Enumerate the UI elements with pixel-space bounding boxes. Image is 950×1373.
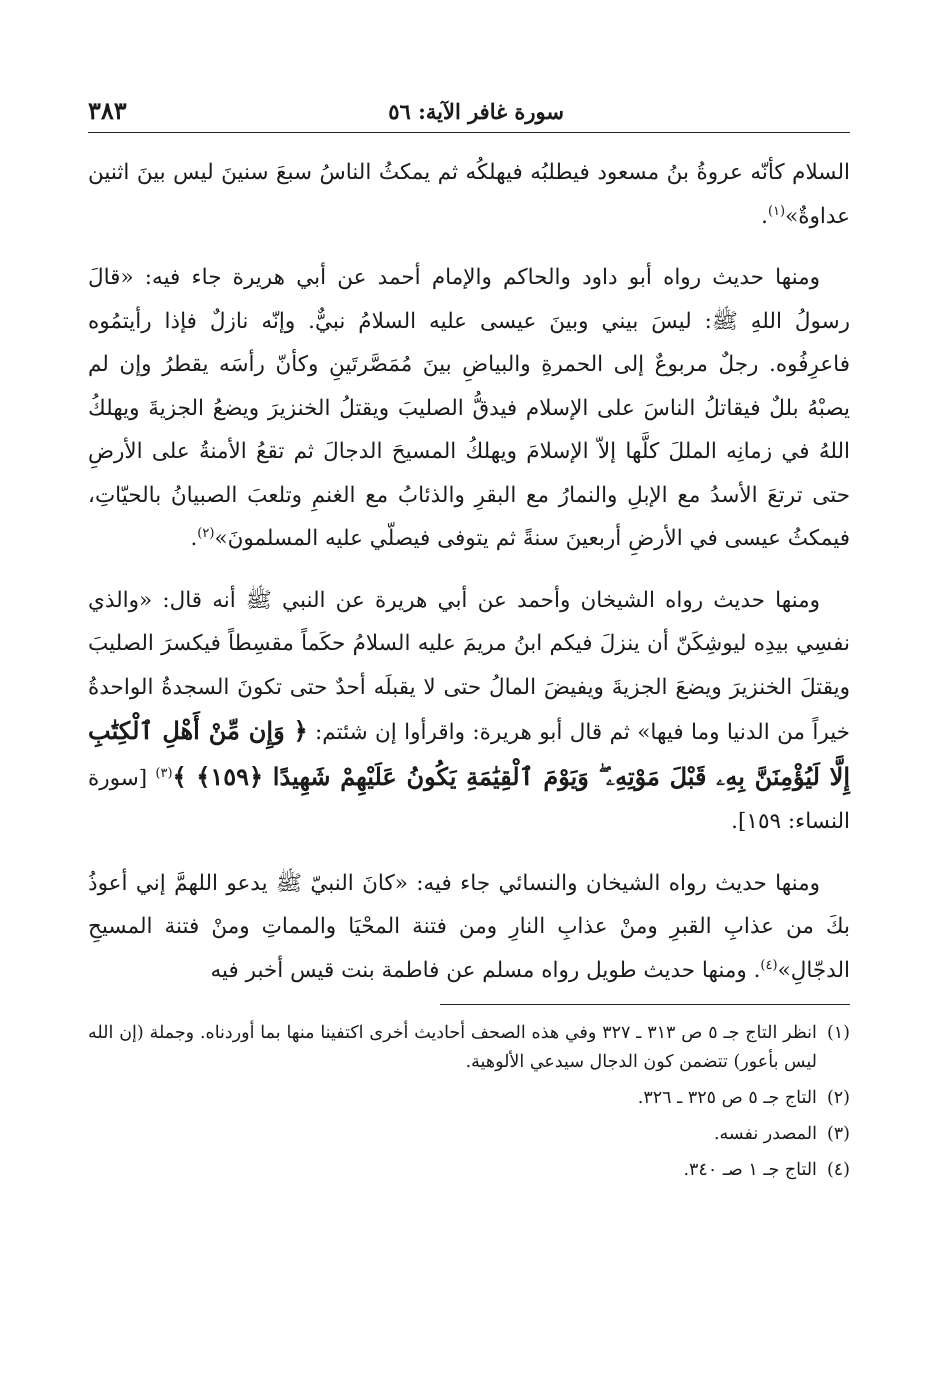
footnote-ref-1: (١) bbox=[767, 203, 786, 219]
paragraph-2 bbox=[88, 256, 850, 561]
footnotes bbox=[88, 1019, 850, 1185]
paragraph-1-end: . bbox=[761, 203, 768, 229]
footnote-text: المصدر نفسه. bbox=[713, 1124, 817, 1144]
footnote-text: التاج جـ ١ صـ ٣٤٠. bbox=[683, 1160, 817, 1180]
footnote-1 bbox=[88, 1019, 850, 1077]
footnote-3 bbox=[88, 1120, 850, 1149]
paragraph-1-text: السلام كأنّه عروةُ بنُ مسعود فيطلبُه فيهلكُه ثم يمكثُ الناسُ سبعَ سنينَ ليس بينَ اثنين عداوةٌ» bbox=[88, 160, 850, 229]
quran-verse: ﴿ وَإِن مِّنْ أَهْلِ ٱلْكِتَٰبِ إِلَّا لَيُؤْمِنَنَّ بِهِۦ قَبْلَ مَوْتِهِۦ ۖ وَيَوْمَ ٱلْقِيَٰمَةِ يَكُونُ عَلَيْهِمْ شَهِيدًا ﴿١٥٩﴾ ﴾ bbox=[88, 716, 850, 791]
paragraph-4-text: ومنها حديث رواه الشيخان والنسائي جاء فيه: «كانَ النبيّ ﷺ يدعو اللهمَّ إني أعوذُ بكَ من عذابِ القبرِ ومنْ عذابِ النارِ ومن فتنة المحْيَا والمماتِ ومنْ فتنة المسيحِ الدجّالِ» bbox=[88, 870, 850, 983]
surah-verse-title: سورة غافر الآية: ٥٦ bbox=[388, 99, 564, 124]
footnote-2 bbox=[88, 1084, 850, 1113]
footnote-number: (٢) bbox=[826, 1088, 850, 1108]
paragraph-2-end: . bbox=[190, 526, 198, 551]
book-page bbox=[88, 96, 850, 1192]
footnote-text: انظر التاج جـ ٥ ص ٣١٣ ـ ٣٢٧ وفي هذه الصحف أحاديث أخرى اكتفينا منها بما أوردناه. وجملة (إن الله ليس بأعور) تتضمن كون الدجال سيدعي الألوهية. bbox=[88, 1023, 817, 1072]
paragraph-3-text: ومنها حديث رواه الشيخان وأحمد عن أبي هريرة عن النبي ﷺ أنه قال: «والذي نفسِي بيدِه ليوشِكَنّ أن ينزلَ فيكم ابنُ مريمَ عليه السلامُ حكَماً مقسِطاً فيكسرَ الصليبَ ويقتلَ الخنزيرَ ويضعَ الجزيةَ ويفيضَ المالُ حتى لا يقبلَه أحدٌ حتى تكونَ السجدةُ الواحدةُ خيراً من الدنيا وما فيها» ثم قال أبو هريرة: واقرأوا إن شئتم: bbox=[88, 587, 850, 745]
main-text bbox=[88, 151, 850, 992]
footnote-4 bbox=[88, 1156, 850, 1185]
footnote-divider bbox=[440, 1004, 850, 1005]
footnote-ref-4: (٤) bbox=[760, 957, 778, 973]
footnote-ref-2: (٢) bbox=[197, 525, 215, 541]
footnote-number: (٣) bbox=[826, 1124, 850, 1144]
page-number: ٣٨٣ bbox=[88, 96, 127, 125]
paragraph-4-tail: . ومنها حديث طويل رواه مسلم عن فاطمة بنت قيس أخبر فيه bbox=[210, 957, 761, 983]
quran-citation: [سورة النساء: ١٥٩]. bbox=[88, 765, 850, 834]
running-header bbox=[88, 96, 850, 133]
paragraph-4 bbox=[88, 862, 850, 993]
paragraph-2-text: ومنها حديث رواه أبو داود والحاكم والإمام أحمد عن أبي هريرة جاء فيه: «قالَ رسولُ اللهِ ﷺ: ليسَ بيني وبينَ عيسى عليه السلامُ نبيٌّ. وإنّه نازلٌ فإذا رأيتمُوه فاعرِفُوه. رجلٌ مربوعٌ إلى الحمرةِ والبياضِ بينَ مُمَصَّرتَينِ وكأنّ رأسَه يقطرُ وإن لم يصبْهُ بللٌ فيقاتلُ الناسَ على الإسلام فيدقُّ الصليبَ ويقتلُ الخنزيرَ ويضعُ الجزيةَ ويهلكُ اللهُ في زمانِه المللَ كلَّها إلاّ الإسلامَ ويهلكُ المسيحَ الدجالَ ثم تقعُ الأمنةُ على الأرضِ حتى ترتعَ الأسدُ مع الإبلِ والنمارُ مع البقرِ والذئابُ مع الغنمِ وتلعبَ الصبيانُ بالحيّاتِ، فيمكثُ عيسى في الأرضِ أربعينَ سنةً ثم يتوفى فيصلّي عليه المسلمونَ» bbox=[88, 265, 850, 551]
footnote-ref-3: (٣) bbox=[155, 765, 173, 781]
footnote-number: (١) bbox=[826, 1023, 850, 1043]
paragraph-1 bbox=[88, 151, 850, 238]
footnote-number: (٤) bbox=[826, 1160, 850, 1180]
paragraph-3 bbox=[88, 579, 850, 844]
footnote-text: التاج جـ ٥ ص ٣٢٥ ـ ٣٢٦. bbox=[637, 1088, 817, 1108]
